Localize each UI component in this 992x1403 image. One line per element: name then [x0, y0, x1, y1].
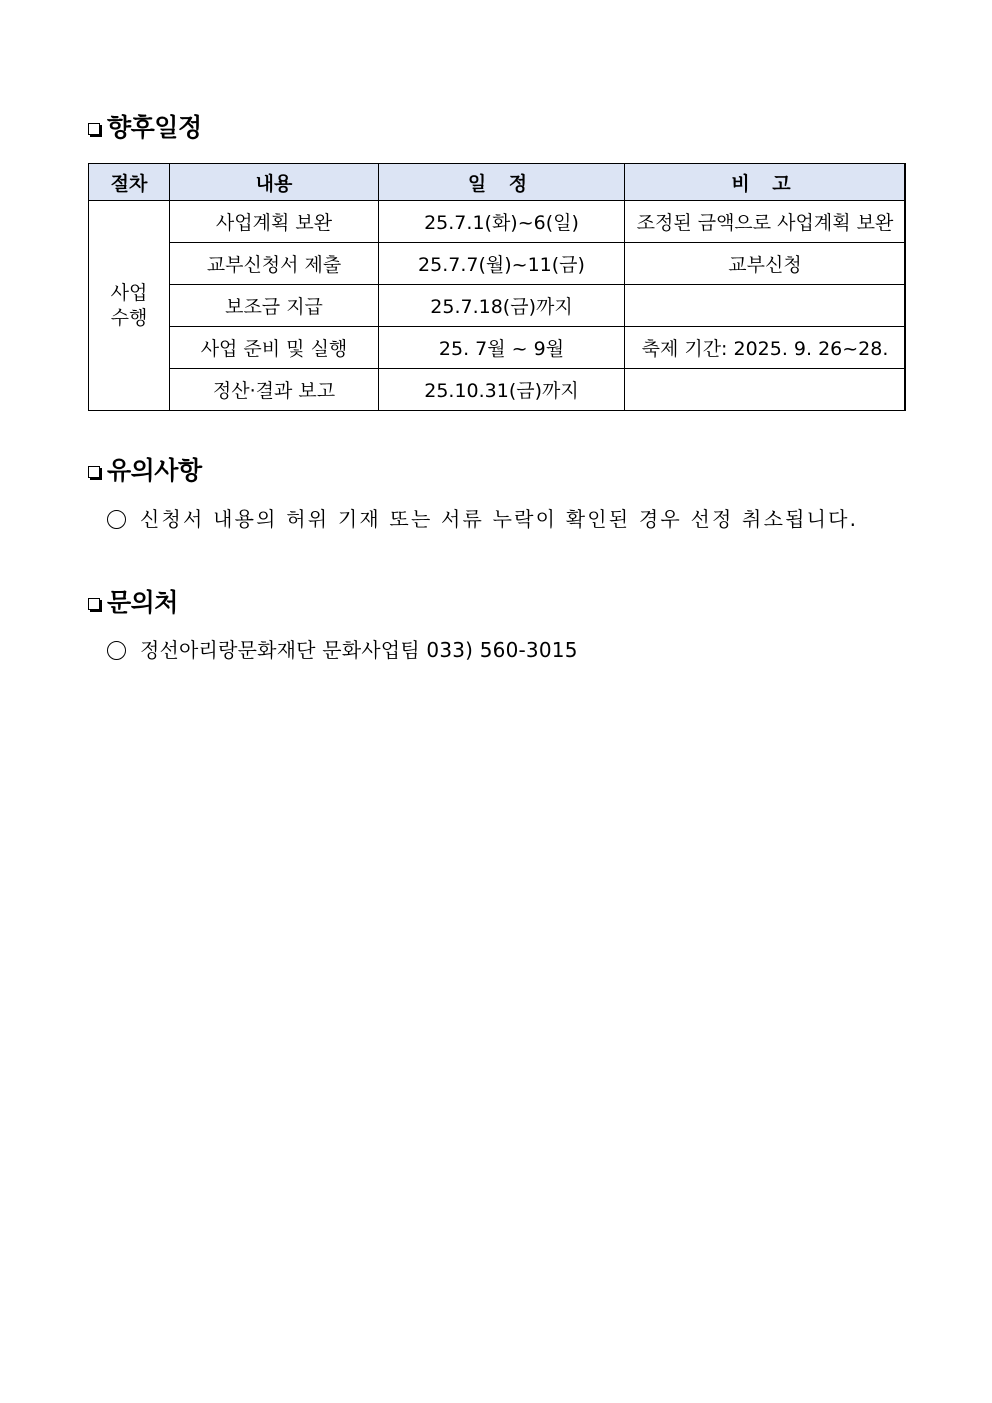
row-content: 교부신청서 제출 [170, 243, 379, 285]
header-procedure: 절차 [89, 164, 170, 201]
table-row [89, 285, 906, 327]
row-date: 25.7.1(화)~6(일) [379, 201, 625, 243]
row-content: 사업계획 보완 [170, 201, 379, 243]
table-row [89, 201, 906, 243]
circle-bullet-icon [107, 641, 126, 660]
header-note: 비 고 [625, 164, 906, 201]
section-title-contact-text: 문의처 [107, 588, 178, 617]
row-note: 조정된 금액으로 사업계획 보완 [625, 201, 906, 243]
table-row [89, 369, 906, 411]
row-note [625, 285, 906, 327]
table-row [89, 327, 906, 369]
row-content: 보조금 지급 [170, 285, 379, 327]
procedure-cell [89, 201, 170, 411]
row-content: 정산·결과 보고 [170, 369, 379, 411]
section-title-notice [88, 456, 202, 486]
circle-bullet-icon [107, 510, 126, 529]
section-title-schedule-text: 향후일정 [107, 113, 202, 142]
row-content: 사업 준비 및 실행 [170, 327, 379, 369]
row-note: 축제 기간: 2025. 9. 26~28. [625, 327, 906, 369]
notice-text: 신청서 내용의 허위 기재 또는 서류 누락이 확인된 경우 선정 취소됩니다. [140, 507, 859, 531]
row-note [625, 369, 906, 411]
square-bullet-icon [88, 598, 100, 610]
header-date: 일 정 [379, 164, 625, 201]
square-bullet-icon [88, 123, 100, 135]
table-header-row [89, 164, 906, 201]
contact-item [107, 637, 578, 663]
schedule-table [88, 163, 906, 411]
row-date: 25.7.18(금)까지 [379, 285, 625, 327]
notice-item [107, 506, 858, 532]
row-note: 교부신청 [625, 243, 906, 285]
square-bullet-icon [88, 466, 100, 478]
section-title-schedule [88, 113, 202, 143]
row-date: 25.7.7(월)~11(금) [379, 243, 625, 285]
row-date: 25.10.31(금)까지 [379, 369, 625, 411]
row-date: 25. 7월 ~ 9월 [379, 327, 625, 369]
procedure-line: 사업 [110, 281, 148, 304]
section-title-notice-text: 유의사항 [107, 456, 202, 485]
section-title-contact [88, 588, 178, 618]
contact-text: 정선아리랑문화재단 문화사업팀 033) 560-3015 [140, 638, 578, 662]
procedure-line: 수행 [110, 306, 148, 329]
table-row [89, 243, 906, 285]
header-content: 내용 [170, 164, 379, 201]
